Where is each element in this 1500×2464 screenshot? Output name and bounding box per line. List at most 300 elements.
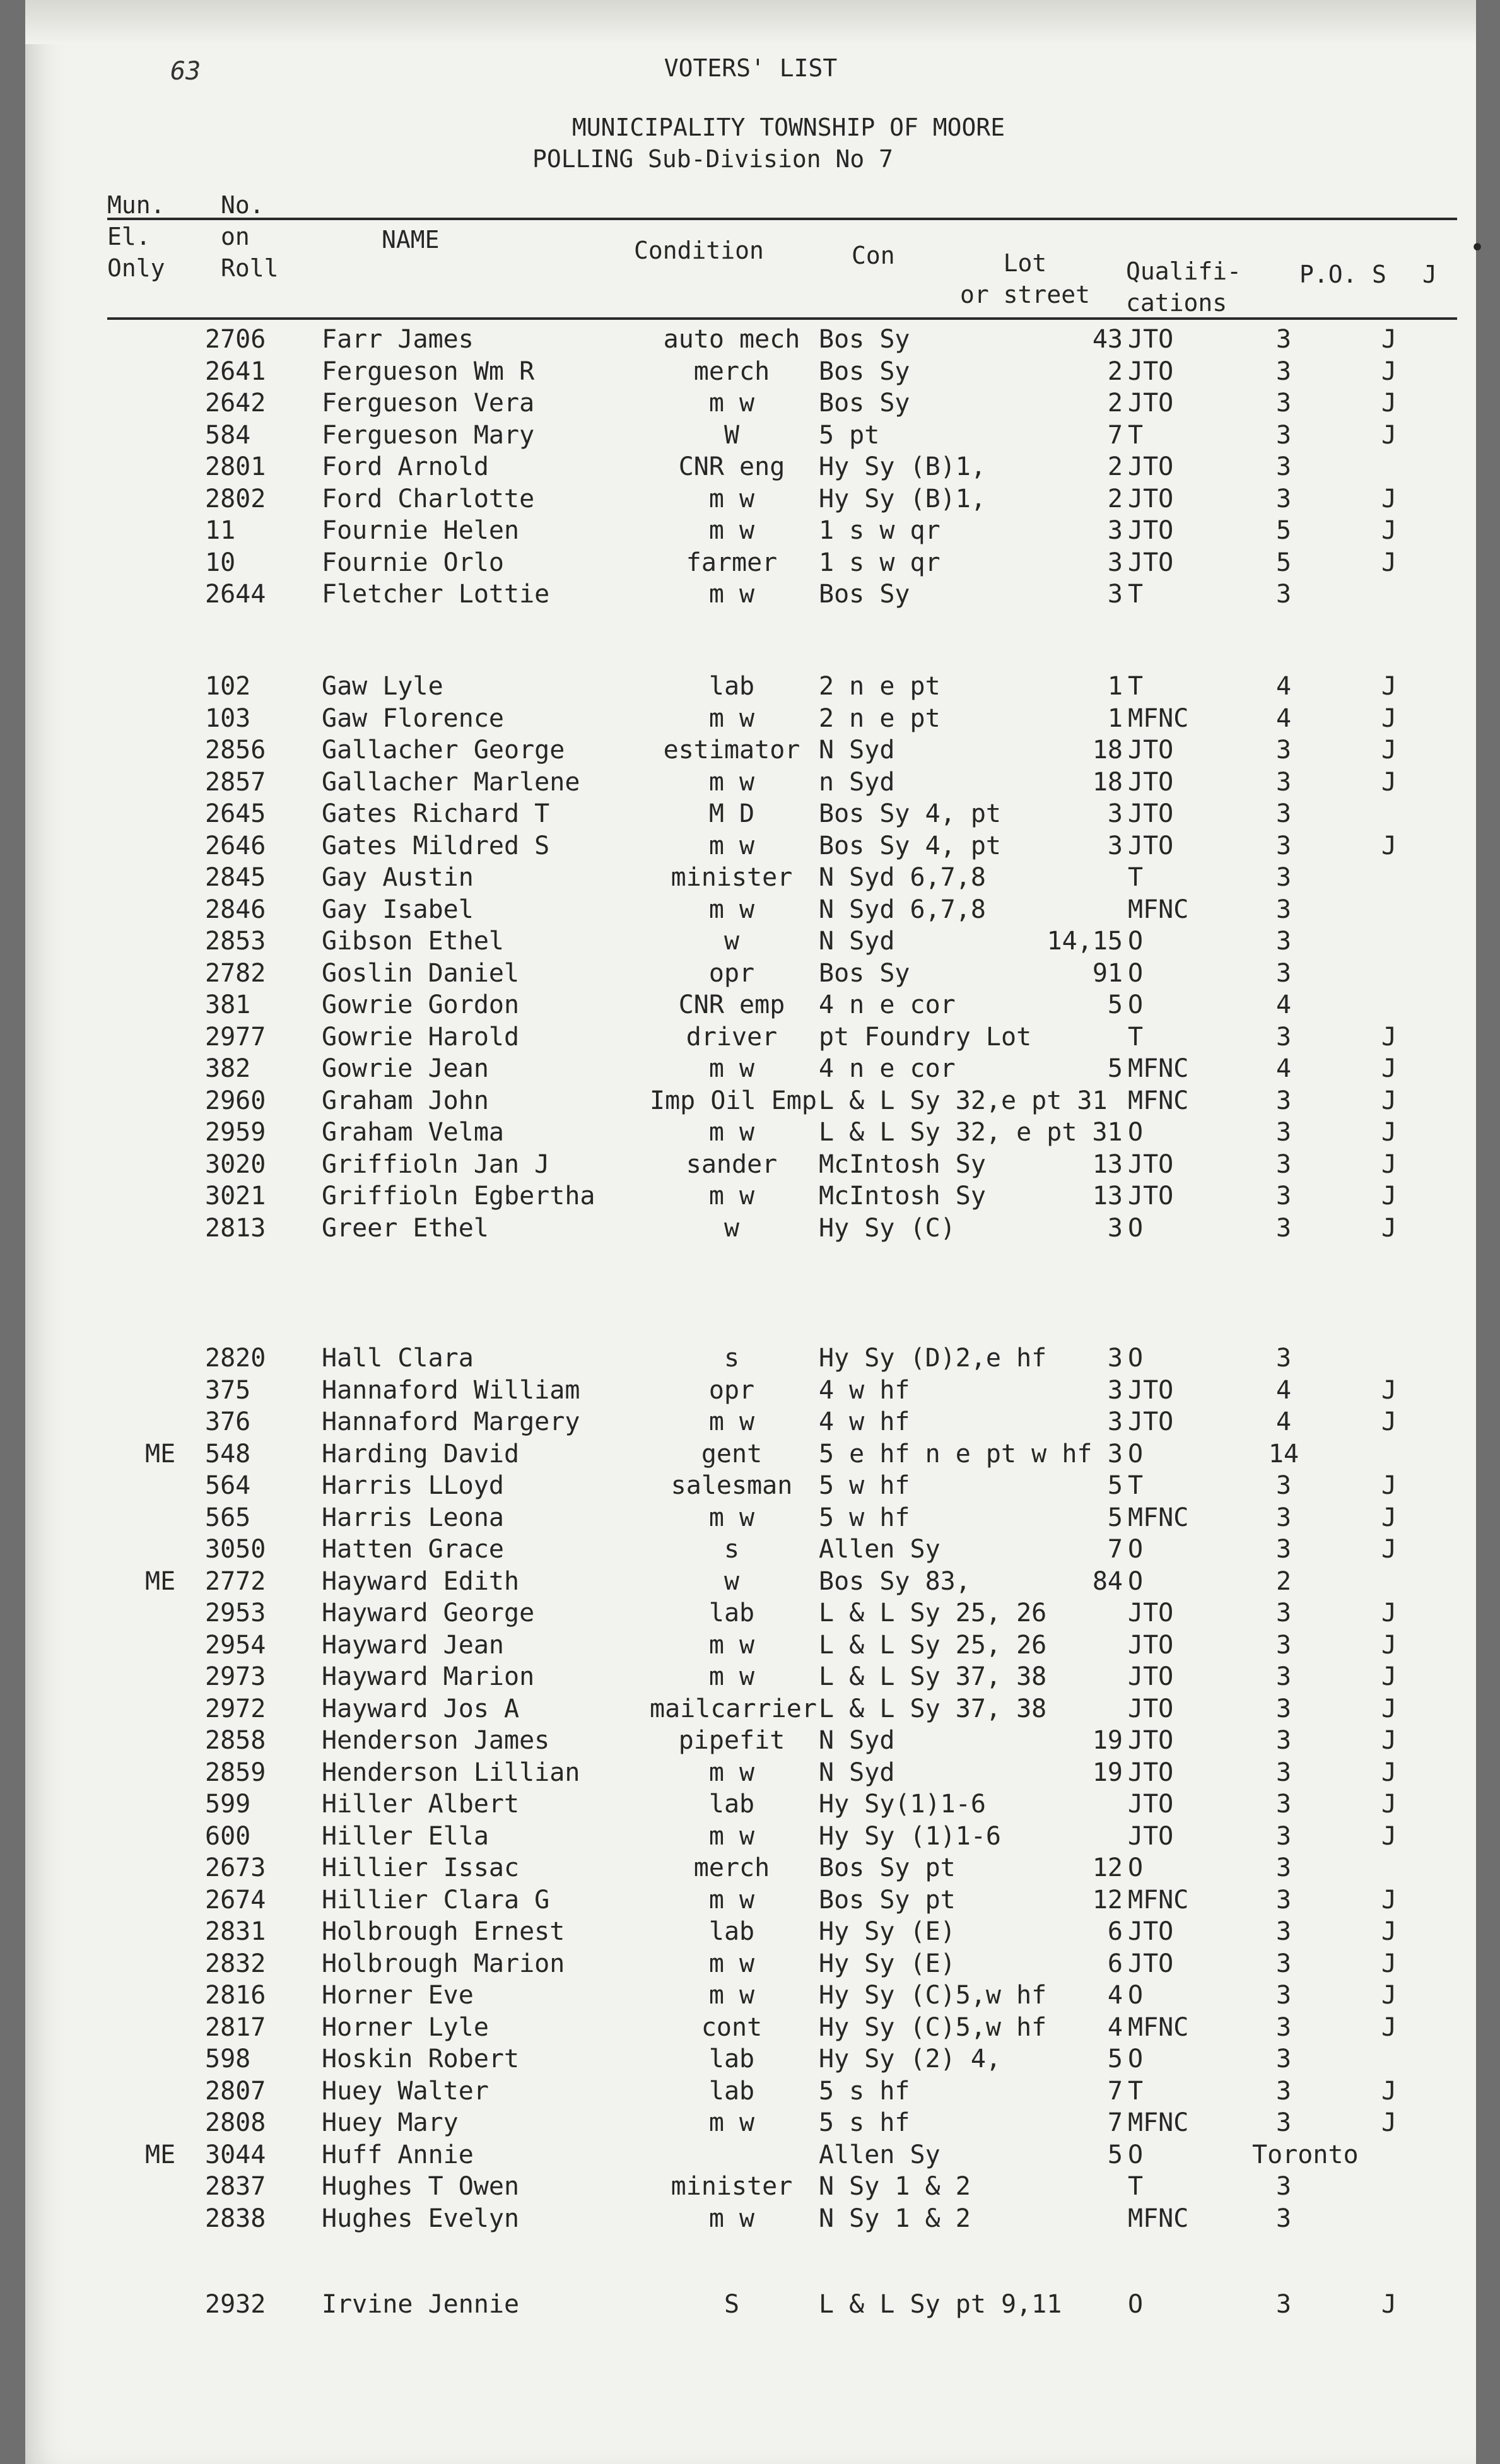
cell-name: Hillier Issac [322, 1853, 520, 1882]
cell-name: Gaw Lyle [322, 672, 443, 701]
voter-row [25, 452, 1476, 484]
cell-qual: O [1128, 990, 1144, 1019]
cell-roll: 2817 [205, 2012, 266, 2042]
col-head-qualifications: Qualifi- cations [1126, 257, 1242, 317]
cell-name: Hillier Clara G [322, 1885, 550, 1915]
cell-qual: T [1128, 1022, 1144, 1052]
cell-cond: lab [708, 1790, 755, 1819]
cell-po: 3 [1275, 389, 1292, 418]
voter-row [25, 863, 1476, 895]
cell-po: 3 [1275, 863, 1292, 892]
cell-qual: JTO [1128, 736, 1174, 765]
cell-name: Ford Arnold [322, 452, 489, 481]
cell-qual: MFNC [1128, 1885, 1189, 1915]
cell-name: Griffioln Jan J [322, 1149, 550, 1179]
cell-po: 3 [1275, 1630, 1292, 1660]
voter-row [25, 959, 1476, 990]
cell-qual: O [1128, 927, 1144, 956]
cell-po: 3 [1275, 2045, 1292, 2074]
cell-qual: JTO [1128, 1694, 1174, 1723]
cell-lot: 5 [1107, 1503, 1123, 1532]
cell-con: Bos Sy pt [819, 1853, 956, 1882]
cell-roll: 3044 [205, 2140, 266, 2169]
cell-qual: T [1128, 580, 1144, 609]
voter-row [25, 1758, 1476, 1790]
cell-con: Bos Sy 83, [819, 1566, 971, 1596]
cell-cond: m w [708, 2108, 755, 2137]
cell-po: 3 [1275, 1821, 1292, 1851]
cell-lot: 7 [1107, 1535, 1123, 1564]
cell-con: N Syd [819, 736, 895, 765]
cell-lot: 5 [1107, 2140, 1123, 2169]
cell-lot: 7 [1107, 2108, 1123, 2137]
cell-name: Horner Lyle [322, 2012, 489, 2042]
cell-roll: 2820 [205, 1344, 266, 1373]
cell-qual: O [1128, 1118, 1144, 1147]
cell-j: J [1381, 1471, 1397, 1500]
voter-row [25, 1662, 1476, 1694]
voter-row [25, 2140, 1476, 2172]
cell-qual: JTO [1128, 767, 1174, 797]
cell-cond: driver [686, 1022, 778, 1052]
page-fold [25, 0, 1476, 44]
cell-con: Bos Sy [819, 389, 910, 418]
cell-cond: w [724, 1213, 740, 1243]
cell-po: 3 [1275, 1885, 1292, 1915]
cell-con: Hy Sy (D)2,e hf [819, 1344, 1047, 1373]
cell-j: J [1381, 736, 1397, 765]
cell-qual: JTO [1128, 1149, 1174, 1179]
cell-po: 3 [1275, 1726, 1292, 1755]
cell-lot: 12 [1092, 1885, 1123, 1915]
cell-po: 3 [1275, 927, 1292, 956]
cell-con: N Syd 6,7,8 [819, 895, 986, 924]
cell-po: 3 [1275, 484, 1292, 513]
cell-con: Bos Sy 4, pt [819, 831, 1001, 860]
voter-row [25, 1822, 1476, 1853]
cell-j: J [1381, 1086, 1397, 1115]
header-top-rule [107, 218, 1457, 220]
col-head-po: P.O. [1299, 261, 1357, 288]
cell-lot: 2 [1107, 452, 1123, 481]
cell-roll: 2831 [205, 1917, 266, 1946]
cell-qual: JTO [1128, 1949, 1174, 1978]
col-head-name: NAME [382, 226, 440, 254]
cell-con: Bos Sy [819, 958, 910, 988]
col-head-con: Con [852, 242, 895, 269]
cell-j: J [1381, 2076, 1397, 2106]
cell-roll: 2960 [205, 1086, 266, 1115]
voter-row [25, 1054, 1476, 1086]
cell-roll: 2807 [205, 2076, 266, 2106]
cell-name: Gates Mildred S [322, 831, 550, 860]
voter-row [25, 895, 1476, 927]
cell-qual: MFNC [1128, 1503, 1189, 1532]
cell-roll: 2853 [205, 927, 266, 956]
cell-qual: JTO [1128, 1182, 1174, 1211]
cell-po: 3 [1275, 2012, 1292, 2042]
cell-con: L & L Sy 32, e pt 31 [819, 1118, 1123, 1147]
cell-po: 3 [1275, 1471, 1292, 1500]
cell-qual: T [1128, 2076, 1144, 2106]
cell-roll: 2859 [205, 1757, 266, 1787]
cell-po: 3 [1275, 1981, 1292, 2010]
voter-row [25, 1503, 1476, 1535]
cell-j: J [1381, 1821, 1397, 1851]
col-head-j: J [1422, 261, 1437, 288]
cell-name: Gibson Ethel [322, 927, 504, 956]
cell-cond: CNR emp [678, 990, 785, 1019]
cell-j: J [1381, 1599, 1397, 1628]
cell-j: J [1381, 1694, 1397, 1723]
cell-con: 5 w hf [819, 1503, 910, 1532]
cell-po: 3 [1275, 1694, 1292, 1723]
cell-j: J [1381, 389, 1397, 418]
cell-roll: 2802 [205, 484, 266, 513]
cell-roll: 2837 [205, 2172, 266, 2201]
cell-cond: m w [708, 2203, 755, 2233]
cell-po: 4 [1275, 672, 1292, 701]
voter-row [25, 1981, 1476, 2012]
cell-me: ME [145, 2140, 176, 2169]
cell-po: 3 [1275, 2172, 1292, 2201]
cell-name: Henderson Lillian [322, 1757, 580, 1787]
cell-po: 3 [1275, 1118, 1292, 1147]
voter-row [25, 799, 1476, 831]
cell-name: Huff Annie [322, 2140, 474, 2169]
cell-roll: 2954 [205, 1630, 266, 1660]
cell-name: Hayward Edith [322, 1566, 520, 1596]
cell-cond: pipefit [678, 1726, 785, 1755]
cell-lot: 43 [1092, 325, 1123, 354]
cell-name: Harris LLoyd [322, 1471, 504, 1500]
cell-con: Hy Sy (C) [819, 1213, 956, 1243]
cell-po: 4 [1275, 990, 1292, 1019]
cell-lot: 3 [1107, 1439, 1123, 1469]
cell-name: Holbrough Marion [322, 1949, 565, 1978]
cell-po: 3 [1275, 799, 1292, 828]
cell-con: Hy Sy (E) [819, 1949, 956, 1978]
cell-name: Hayward Jean [322, 1630, 504, 1660]
cell-name: Harris Leona [322, 1503, 504, 1532]
cell-cond: lab [708, 1917, 755, 1946]
cell-cond: auto mech [663, 325, 800, 354]
cell-roll: 2808 [205, 2108, 266, 2137]
voter-row [25, 927, 1476, 958]
cell-con: N Syd 6,7,8 [819, 863, 986, 892]
cell-lot: 13 [1092, 1182, 1123, 1211]
cell-j: J [1381, 1981, 1397, 2010]
cell-roll: 2858 [205, 1726, 266, 1755]
cell-lot: 18 [1092, 736, 1123, 765]
cell-qual: JTO [1128, 1821, 1174, 1851]
cell-po: 3 [1275, 420, 1292, 450]
cell-con: Bos Sy [819, 356, 910, 386]
cell-po: 2 [1275, 1566, 1292, 1596]
voter-row [25, 325, 1476, 356]
cell-lot: 2 [1107, 356, 1123, 386]
cell-j: J [1381, 325, 1397, 354]
cell-qual: JTO [1128, 548, 1174, 577]
cell-qual: JTO [1128, 484, 1174, 513]
cell-roll: 3020 [205, 1149, 266, 1179]
cell-cond: mailcarrier [650, 1694, 817, 1723]
cell-j: J [1381, 1535, 1397, 1564]
cell-con: 2 n e pt [819, 703, 940, 733]
cell-roll: 584 [205, 420, 251, 450]
cell-qual: JTO [1128, 1630, 1174, 1660]
cell-con: L & L Sy 37, 38 [819, 1662, 1047, 1691]
cell-roll: 2845 [205, 863, 266, 892]
cell-j: J [1381, 672, 1397, 701]
cell-roll: 2972 [205, 1694, 266, 1723]
cell-cond: merch [693, 356, 770, 386]
cell-con: L & L Sy pt 9,11 [819, 2290, 1062, 2319]
cell-name: Hayward Marion [322, 1662, 535, 1691]
cell-j: J [1381, 2290, 1397, 2319]
cell-name: Fergueson Wm R [322, 356, 535, 386]
cell-j: J [1381, 767, 1397, 797]
cell-cond: m w [708, 831, 755, 860]
cell-con: McIntosh Sy [819, 1182, 986, 1211]
cell-roll: 2813 [205, 1213, 266, 1243]
voter-row [25, 1376, 1476, 1407]
cell-cond: m w [708, 1981, 755, 2010]
cell-lot: 12 [1092, 1853, 1123, 1882]
cell-po: 14 [1268, 1439, 1299, 1469]
col-head-lot: Lot or street [960, 249, 1090, 308]
voter-row [25, 1886, 1476, 1917]
cell-cond: opr [708, 958, 755, 988]
cell-con: Hy Sy (C)5,w hf [819, 2012, 1047, 2042]
cell-j: J [1381, 1149, 1397, 1179]
cell-po: 3 [1275, 1213, 1292, 1243]
cell-lot: 5 [1107, 1054, 1123, 1083]
cell-roll: 10 [205, 548, 236, 577]
cell-name: Gaw Florence [322, 703, 504, 733]
voter-row [25, 1086, 1476, 1118]
cell-roll: 2816 [205, 1981, 266, 2010]
cell-lot: 3 [1107, 799, 1123, 828]
cell-qual: MFNC [1128, 1054, 1189, 1083]
cell-lot: 6 [1107, 1917, 1123, 1946]
cell-cond: m w [708, 1757, 755, 1787]
cell-roll: 2857 [205, 767, 266, 797]
cell-qual: O [1128, 1213, 1144, 1243]
cell-roll: 600 [205, 1821, 251, 1851]
cell-cond: m w [708, 1407, 755, 1436]
cell-qual: MFNC [1128, 1086, 1189, 1115]
cell-lot: 4 [1107, 1981, 1123, 2010]
cell-con: N Sy 1 & 2 [819, 2172, 971, 2201]
cell-qual: MFNC [1128, 2012, 1189, 2042]
cell-con: L & L Sy 37, 38 [819, 1694, 1047, 1723]
cell-qual: O [1128, 1566, 1144, 1596]
voter-row [25, 548, 1476, 580]
cell-lot: 3 [1107, 1213, 1123, 1243]
cell-name: Gowrie Jean [322, 1054, 489, 1083]
cell-po: 4 [1275, 1054, 1292, 1083]
cell-j: J [1381, 2108, 1397, 2137]
cell-roll: 599 [205, 1790, 251, 1819]
cell-con: Bos Sy [819, 580, 910, 609]
voter-row [25, 1917, 1476, 1949]
cell-con: L & L Sy 25, 26 [819, 1599, 1047, 1628]
cell-roll: 2977 [205, 1022, 266, 1052]
cell-j: J [1381, 2012, 1397, 2042]
voter-row [25, 357, 1476, 389]
cell-po: 3 [1275, 1086, 1292, 1115]
voter-row [25, 672, 1476, 703]
cell-qual: JTO [1128, 1917, 1174, 1946]
cell-po: 3 [1275, 1149, 1292, 1179]
voter-row [25, 1471, 1476, 1503]
cell-name: Fournie Helen [322, 516, 520, 545]
cell-lot: 5 [1107, 990, 1123, 1019]
cell-lot: 91 [1092, 958, 1123, 988]
cell-roll: 564 [205, 1471, 251, 1500]
cell-po: 3 [1275, 1535, 1292, 1564]
voter-row [25, 1694, 1476, 1726]
cell-j: J [1381, 1917, 1397, 1946]
cell-cond: lab [708, 672, 755, 701]
cell-po: 4 [1275, 1407, 1292, 1436]
cell-name: Graham Velma [322, 1118, 504, 1147]
cell-cond: W [724, 420, 740, 450]
cell-con: Hy Sy (C)5,w hf [819, 1981, 1047, 2010]
voter-row [25, 2013, 1476, 2045]
cell-j: J [1381, 420, 1397, 450]
cell-qual: O [1128, 1535, 1144, 1564]
cell-po: 3 [1275, 1853, 1292, 1882]
voter-row [25, 990, 1476, 1022]
cell-cond: m w [708, 703, 755, 733]
cell-name: Fergueson Vera [322, 389, 535, 418]
cell-con: 1 s w qr [819, 548, 940, 577]
cell-po: 3 [1275, 1662, 1292, 1691]
cell-roll: 2932 [205, 2290, 266, 2319]
voter-row [25, 2204, 1476, 2236]
cell-cond: minister [671, 863, 793, 892]
cell-con: 5 pt [819, 420, 880, 450]
voter-row [25, 768, 1476, 799]
cell-lot: 3 [1107, 1407, 1123, 1436]
cell-qual: O [1128, 2045, 1144, 2074]
cell-j: J [1381, 1885, 1397, 1915]
cell-po: 3 [1275, 831, 1292, 860]
cell-lot: 84 [1092, 1566, 1123, 1596]
cell-cond: gent [701, 1439, 763, 1469]
cell-con: Allen Sy [819, 1535, 940, 1564]
cell-qual: JTO [1128, 831, 1174, 860]
cell-po: 3 [1275, 2290, 1292, 2319]
voter-row [25, 831, 1476, 863]
margin-mark: • [1470, 233, 1485, 262]
cell-cond: merch [693, 1853, 770, 1882]
cell-name: Gowrie Harold [322, 1022, 520, 1052]
cell-j: J [1381, 831, 1397, 860]
cell-j: J [1381, 548, 1397, 577]
cell-con: 4 n e cor [819, 990, 956, 1019]
page-number: 63 [170, 57, 201, 86]
cell-cond: salesman [671, 1471, 793, 1500]
cell-name: Gay Isabel [322, 895, 474, 924]
cell-cond: M D [708, 799, 755, 828]
cell-name: Hiller Ella [322, 1821, 489, 1851]
cell-name: Huey Walter [322, 2076, 489, 2106]
cell-con: McIntosh Sy [819, 1149, 986, 1179]
cell-j: J [1381, 1726, 1397, 1755]
cell-qual: JTO [1128, 452, 1174, 481]
cell-roll: 2673 [205, 1853, 266, 1882]
cell-name: Hall Clara [322, 1344, 474, 1373]
cell-roll: 381 [205, 990, 251, 1019]
cell-po: 3 [1275, 1599, 1292, 1628]
voter-row [25, 389, 1476, 420]
cell-lot: 19 [1092, 1757, 1123, 1787]
cell-con: Bos Sy pt [819, 1885, 956, 1915]
polling-heading: POLLING Sub-Division No 7 [532, 145, 893, 173]
cell-cond: minister [671, 2172, 793, 2201]
municipality-heading: MUNICIPALITY TOWNSHIP OF MOORE [571, 114, 1005, 141]
cell-name: Ford Charlotte [322, 484, 535, 513]
voter-row [25, 1567, 1476, 1599]
cell-con: 4 n e cor [819, 1054, 956, 1083]
cell-roll: 2674 [205, 1885, 266, 1915]
cell-po: 3 [1275, 767, 1292, 797]
voter-row [25, 1853, 1476, 1885]
cell-po: 3 [1275, 356, 1292, 386]
cell-cond: s [724, 1535, 740, 1564]
cell-lot: 1 [1107, 672, 1123, 701]
cell-name: Gay Austin [322, 863, 474, 892]
cell-qual: JTO [1128, 1757, 1174, 1787]
cell-con: 5 e hf n e pt w hf [819, 1439, 1093, 1469]
cell-name: Hughes Evelyn [322, 2203, 520, 2233]
cell-po: 3 [1275, 895, 1292, 924]
voter-row [25, 2290, 1476, 2321]
cell-roll: 2706 [205, 325, 266, 354]
cell-qual: JTO [1128, 799, 1174, 828]
cell-po: 3 [1275, 452, 1292, 481]
cell-po: 3 [1275, 2076, 1292, 2106]
cell-con: Bos Sy [819, 325, 910, 354]
cell-name: Huey Mary [322, 2108, 459, 2137]
cell-cond: m w [708, 1885, 755, 1915]
cell-qual: O [1128, 1439, 1144, 1469]
cell-po: 3 [1275, 2203, 1292, 2233]
cell-name: Fletcher Lottie [322, 580, 550, 609]
voter-row [25, 1599, 1476, 1630]
cell-qual: JTO [1128, 325, 1174, 354]
cell-lot: 2 [1107, 389, 1123, 418]
cell-name: Irvine Jennie [322, 2290, 520, 2319]
cell-lot: 14,15 [1046, 927, 1123, 956]
cell-qual: O [1128, 2140, 1144, 2169]
cell-con: 1 s w qr [819, 516, 940, 545]
cell-con: L & L Sy 32,e pt 31 [819, 1086, 1108, 1115]
cell-qual: O [1128, 1981, 1144, 2010]
cell-cond: m w [708, 1630, 755, 1660]
cell-po: 3 [1275, 325, 1292, 354]
cell-cond: m w [708, 1821, 755, 1851]
cell-qual: T [1128, 863, 1144, 892]
cell-roll: 2832 [205, 1949, 266, 1978]
cell-lot: 7 [1107, 420, 1123, 450]
cell-cond: cont [701, 2012, 763, 2042]
cell-name: Horner Eve [322, 1981, 474, 2010]
cell-lot: 13 [1092, 1149, 1123, 1179]
